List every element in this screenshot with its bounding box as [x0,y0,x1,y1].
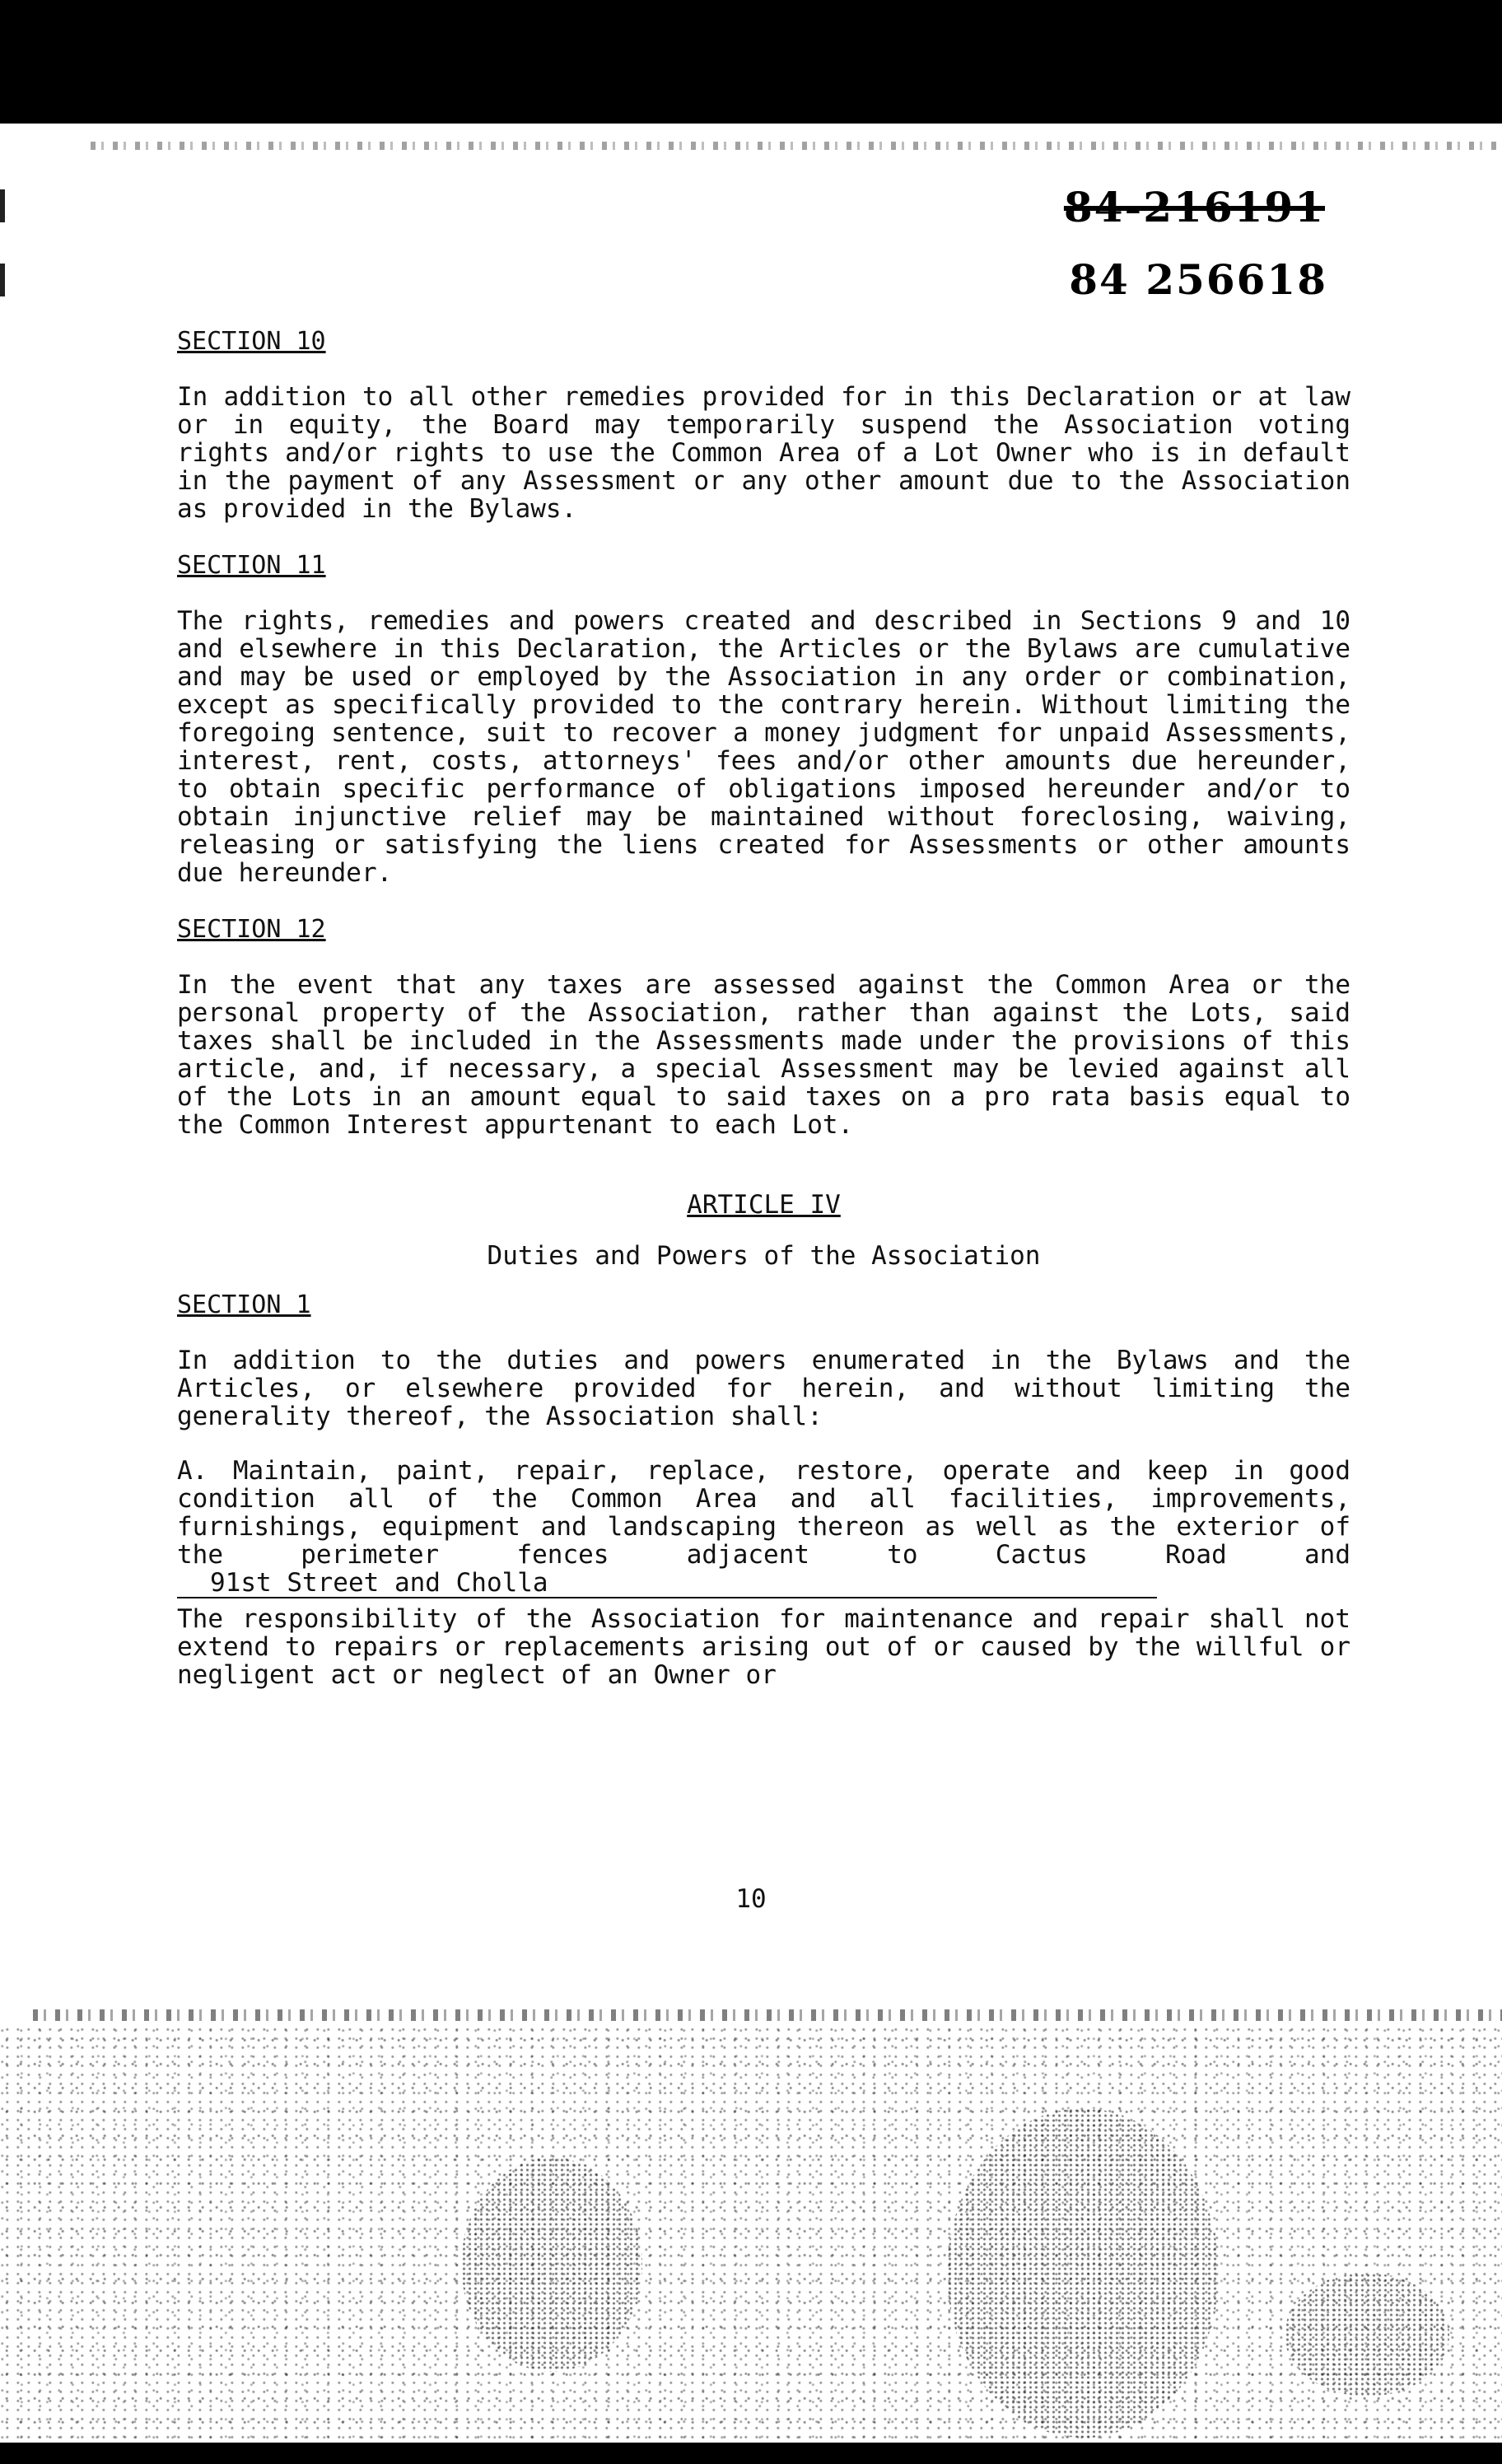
section-12 [177,913,1350,1139]
section-paragraph: The rights, remedies and powers created and described in Sections 9 and 10 and elsewhere in this Declaration, the Articles or the Bylaws are cumulative and may be used or employed by the Association in any order or combination, except as specifically provided to the contrary herein. Without limiting the foregoing sentence, suit to recover a money judgment for unpaid Assessments, interest, rent, costs, attorneys' fees and/or other amounts due hereunder, to obtain specific performance of obligations imposed hereunder and/or to obtain injunctive relief may be maintained without foreclosing, waiving, releasing or satisfying the liens created for Assessments or other amounts due hereunder. [177,606,1350,888]
section-10 [177,325,1350,523]
section-heading: SECTION 12 [177,915,326,944]
scan-left-edge-mark [0,264,5,296]
scan-noise-cluster [947,2108,1219,2438]
scan-noise-cluster [461,2158,642,2372]
section-paragraph: In the event that any taxes are assessed against the Common Area or the personal property of the Association, rather than against the Lots, said taxes shall be included in the Assessments made under the provisions of this article, and, if necessary, a special Assessment may be levied against all of the Lots in an amount equal to said taxes on a pro rata basis equal to the Common Interest appurtenant to each Lot. [177,970,1350,1140]
item-a-text: A. Maintain, paint, repair, replace, restore, operate and keep in good condition all of the Common Area and all facilities, improvements, furnishings, equipment and landscaping thereon as well as the exterior of the perimeter fences adjacent to Cactus Road and [177,1456,1350,1570]
scan-top-black-band [0,0,1502,124]
article-intro-paragraph: In addition to the duties and powers enumerated in the Bylaws and the Articles, or elsewhere provided for herein, and without limiting the generality thereof, the Association shall: [177,1346,1350,1431]
scan-artifact-strip-top [91,142,1502,150]
section-heading: SECTION 11 [177,551,326,580]
article-title: ARTICLE IV [687,1190,841,1220]
scan-left-edge-mark [0,189,5,222]
continuation-paragraph: The responsibility of the Association for maintenance and repair shall not extend to repairs or replacements arising out of or caused by the willful or negligent act or neglect of an Owner or [177,1604,1350,1690]
recording-number-struck: 84-216191 [1063,183,1325,231]
document-body [177,325,1350,1715]
item-a-paragraph [177,1457,1350,1598]
recording-number: 84 256618 [1069,255,1327,304]
article-subtitle: Duties and Powers of the Association [487,1241,1041,1271]
section-11 [177,549,1350,887]
filled-in-blank: 91st Street and Cholla [177,1569,1157,1598]
section-heading: SECTION 10 [177,327,326,356]
section-paragraph: In addition to all other remedies provided for in this Declaration or at law or in equity, the Board may temporarily suspend the Association voting rights and/or rights to use the Common Area of a Lot Owner who is in default in the payment of any Assessment or any other amount due to the Association as provided in the Bylaws. [177,382,1350,524]
scan-bottom-black-band [0,2443,1502,2464]
scan-noise-area [0,2026,1502,2464]
section-heading: SECTION 1 [177,1290,311,1319]
scan-artifact-strip-bottom [33,2009,1502,2021]
page-number: 10 [735,1884,767,1914]
scan-noise-cluster [1285,2273,1449,2396]
